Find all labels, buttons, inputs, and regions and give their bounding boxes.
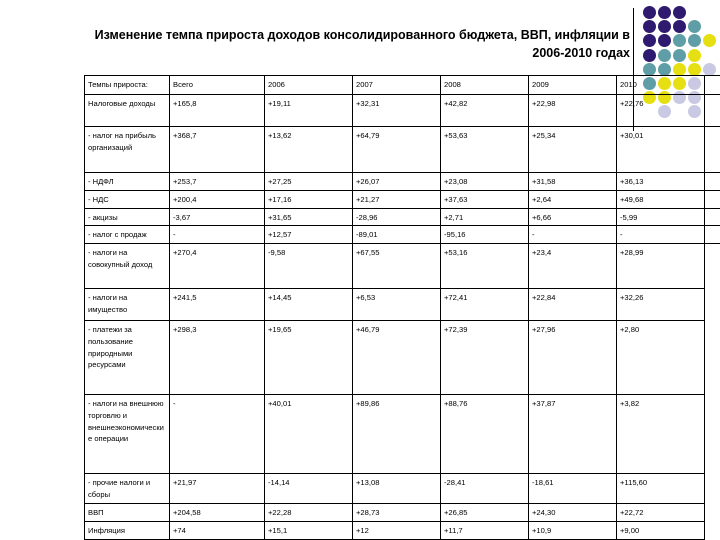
decorative-dot-teal (673, 49, 686, 62)
table-cell-value: +368,7 (170, 127, 265, 173)
header-cell-spacer (705, 76, 720, 95)
header-cell-2010: 2010 (617, 76, 705, 95)
table-cell-value: +13,08 (353, 474, 441, 504)
table-row (85, 95, 720, 127)
table-cell-value: +72,39 (441, 321, 529, 395)
row-label: - налоги на совокупный доход (85, 244, 170, 289)
table-cell-value: +2,64 (529, 190, 617, 208)
table-cell-value: -5,99 (617, 208, 705, 226)
table-cell-spacer (705, 504, 720, 522)
row-label: - НДФЛ (85, 173, 170, 191)
decorative-dot-purple (658, 20, 671, 33)
table-cell-spacer (705, 95, 720, 127)
decorative-dot-purple (643, 6, 656, 19)
table-cell-spacer (705, 226, 720, 244)
table-cell-value: +22,72 (617, 504, 705, 522)
table-cell-value: +270,4 (170, 244, 265, 289)
table-cell-value: +3,82 (617, 395, 705, 474)
decorative-dot-teal (673, 34, 686, 47)
table-cell-value: +53,63 (441, 127, 529, 173)
table-cell-value: +46,79 (353, 321, 441, 395)
table-row (85, 244, 720, 289)
table-cell-value: +19,11 (265, 95, 353, 127)
header-cell-2007: 2007 (353, 76, 441, 95)
table-cell-value: +22,98 (529, 95, 617, 127)
table-cell-value: +6,53 (353, 289, 441, 321)
table-cell-value: +13,62 (265, 127, 353, 173)
table-cell-value: +67,55 (353, 244, 441, 289)
table-cell-value: -95,16 (441, 226, 529, 244)
table-cell-value: +42,82 (441, 95, 529, 127)
table-cell-value: +23,08 (441, 173, 529, 191)
table-cell-spacer (705, 521, 720, 539)
table-cell-value: +22,84 (529, 289, 617, 321)
table-cell-spacer (705, 190, 720, 208)
header-cell-metric: Темпы прироста: (85, 76, 170, 95)
table-cell-value: - (617, 226, 705, 244)
header-cell-всего: Всего (170, 76, 265, 95)
table-cell-value: +64,79 (353, 127, 441, 173)
page-title (40, 26, 630, 62)
table-cell-value: +22,28 (265, 504, 353, 522)
table-cell-spacer (705, 173, 720, 191)
table-cell-value: -18,61 (529, 474, 617, 504)
table-cell-value: +37,87 (529, 395, 617, 474)
table-cell-value: +40,01 (265, 395, 353, 474)
table-cell-value: +165,8 (170, 95, 265, 127)
table-cell-value: -89,01 (353, 226, 441, 244)
table-cell-value: +298,3 (170, 321, 265, 395)
decorative-dot-yellow (688, 49, 701, 62)
table-cell-value: +37,63 (441, 190, 529, 208)
table-row (85, 321, 720, 395)
row-label: - налог с продаж (85, 226, 170, 244)
decorative-dot-teal (688, 34, 701, 47)
row-label: - налоги на имущество (85, 289, 170, 321)
growth-rate-table (84, 75, 720, 540)
decorative-dot-yellow (688, 63, 701, 76)
table-cell-spacer (705, 127, 720, 173)
table-row (85, 208, 720, 226)
table-cell-value: +88,76 (441, 395, 529, 474)
table-row (85, 521, 720, 539)
header-cell-2008: 2008 (441, 76, 529, 95)
decorative-dot-purple (658, 34, 671, 47)
table-row (85, 226, 720, 244)
row-label: ВВП (85, 504, 170, 522)
table-cell-spacer (705, 474, 720, 504)
table-cell-value: +21,97 (170, 474, 265, 504)
table-cell-value: +21,27 (353, 190, 441, 208)
table-cell-value: - (170, 226, 265, 244)
row-label: - налог на прибыль организаций (85, 127, 170, 173)
decorative-dot-purple (643, 20, 656, 33)
decorative-dot-teal (643, 63, 656, 76)
decorative-dot-purple (658, 6, 671, 19)
table-cell-value: +12 (353, 521, 441, 539)
table-cell-value: +26,85 (441, 504, 529, 522)
decorative-dot-yellow (703, 34, 716, 47)
growth-rate-table-container (84, 75, 652, 540)
table-cell-value: +27,25 (265, 173, 353, 191)
table-cell-value: +32,26 (617, 289, 705, 321)
table-cell-value: - (529, 226, 617, 244)
row-label: - НДС (85, 190, 170, 208)
table-cell-value: +241,5 (170, 289, 265, 321)
table-cell-value: +11,7 (441, 521, 529, 539)
table-cell-value: +28,99 (617, 244, 705, 289)
table-cell-value: +14,45 (265, 289, 353, 321)
table-cell-value: +23,4 (529, 244, 617, 289)
table-cell-value: +12,57 (265, 226, 353, 244)
table-row (85, 504, 720, 522)
page-title-line-1: Изменение темпа прироста доходов консолидированного бюджета, ВВП, инфляции в (94, 28, 630, 42)
decorative-dot-purple (673, 20, 686, 33)
table-cell-value: +9,00 (617, 521, 705, 539)
table-cell-value: +253,7 (170, 173, 265, 191)
table-cell-value: +19,65 (265, 321, 353, 395)
table-cell-value: +115,60 (617, 474, 705, 504)
page-title-line-2: 2006-2010 годах (532, 46, 630, 61)
decorative-dot-lavender (703, 63, 716, 76)
table-row (85, 173, 720, 191)
header-cell-2006: 2006 (265, 76, 353, 95)
decorative-dot-teal (688, 20, 701, 33)
table-cell-spacer (705, 289, 720, 321)
table-cell-value: -3,67 (170, 208, 265, 226)
decorative-dot-purple (643, 34, 656, 47)
table-cell-value: -28,96 (353, 208, 441, 226)
decorative-dot-purple (643, 49, 656, 62)
table-cell-value: +53,16 (441, 244, 529, 289)
table-cell-value: +2,80 (617, 321, 705, 395)
table-cell-value: +25,34 (529, 127, 617, 173)
table-cell-value: +74 (170, 521, 265, 539)
table-cell-value: +72,41 (441, 289, 529, 321)
table-cell-value: +27,96 (529, 321, 617, 395)
table-cell-spacer (705, 395, 720, 474)
table-row (85, 474, 720, 504)
decorative-dot-teal (658, 63, 671, 76)
table-cell-spacer (705, 208, 720, 226)
row-label: - налоги на внешнюю торговлю и внешнеэкономические операции (85, 395, 170, 474)
table-row (85, 190, 720, 208)
table-cell-spacer (705, 244, 720, 289)
table-cell-value: +17,16 (265, 190, 353, 208)
table-cell-spacer (705, 321, 720, 395)
decorative-dot-purple (673, 6, 686, 19)
table-cell-value: +26,07 (353, 173, 441, 191)
decorative-dot-teal (658, 49, 671, 62)
table-cell-value: +32,31 (353, 95, 441, 127)
table-cell-value: +30,01 (617, 127, 705, 173)
table-cell-value: +2,71 (441, 208, 529, 226)
decorative-dot-yellow (673, 63, 686, 76)
row-label: - платежи за пользование природными ресурсами (85, 321, 170, 395)
table-cell-value: +36,13 (617, 173, 705, 191)
table-cell-value: +28,73 (353, 504, 441, 522)
table-cell-value: +24,30 (529, 504, 617, 522)
header-cell-2009: 2009 (529, 76, 617, 95)
table-row (85, 395, 720, 474)
table-cell-value: +204,58 (170, 504, 265, 522)
table-cell-value: -14,14 (265, 474, 353, 504)
table-cell-value: +49,68 (617, 190, 705, 208)
table-cell-value: - (170, 395, 265, 474)
table-cell-value: -9,58 (265, 244, 353, 289)
table-cell-value: +200,4 (170, 190, 265, 208)
table-cell-value: +22,76 (617, 95, 705, 127)
table-cell-value: +31,65 (265, 208, 353, 226)
row-label: Инфляция (85, 521, 170, 539)
row-label: - акцизы (85, 208, 170, 226)
table-cell-value: -28,41 (441, 474, 529, 504)
table-row (85, 127, 720, 173)
table-cell-value: +31,58 (529, 173, 617, 191)
table-cell-value: +15,1 (265, 521, 353, 539)
table-row (85, 289, 720, 321)
table-cell-value: +6,66 (529, 208, 617, 226)
row-label: Налоговые доходы (85, 95, 170, 127)
table-cell-value: +10,9 (529, 521, 617, 539)
row-label: - прочие налоги и сборы (85, 474, 170, 504)
table-header-row (85, 76, 720, 95)
table-cell-value: +89,86 (353, 395, 441, 474)
